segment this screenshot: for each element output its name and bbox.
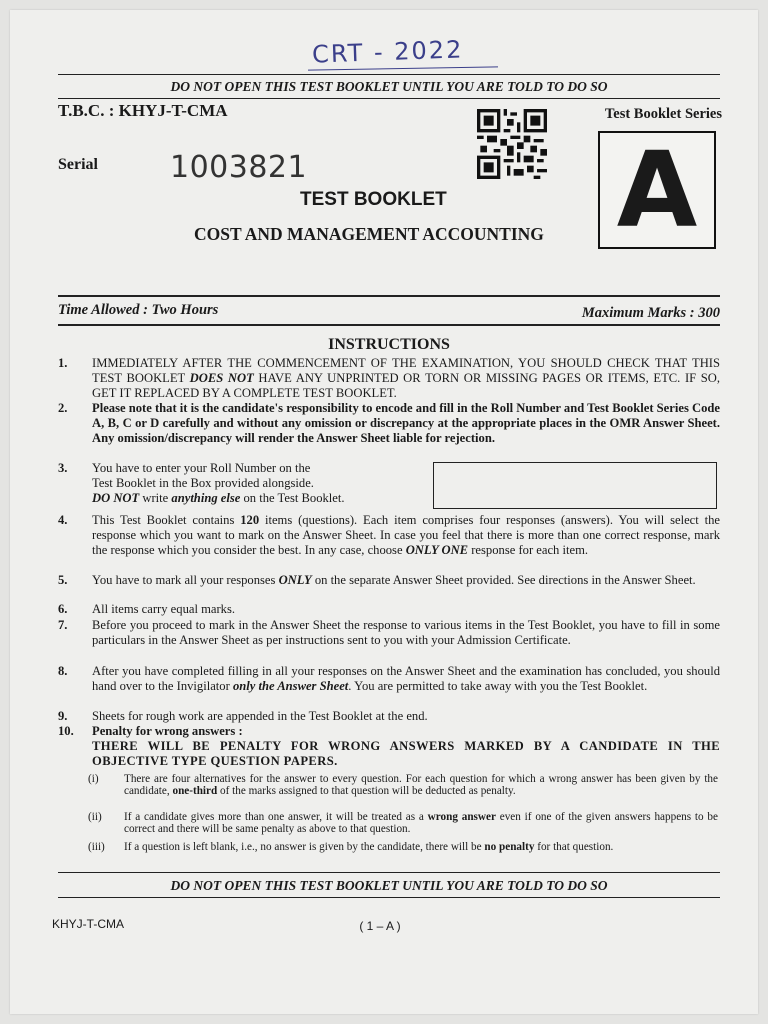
- maximum-marks: Maximum Marks : 300: [581, 305, 720, 321]
- handwritten-note: CRT - 2022: [311, 35, 464, 69]
- series-letter: A: [616, 129, 698, 251]
- instruction-item: [58, 618, 720, 648]
- serial-label: Serial: [58, 156, 98, 173]
- item-text: Sheets for rough work are appended in the Test Booklet at the end.: [92, 709, 428, 723]
- item-number: 2.: [58, 401, 68, 415]
- item-text: Penalty for wrong answers : THERE WILL BE PENALTY FOR WRONG ANSWERS MARKED BY A CANDIDATE IN THE OBJECTIVE TYPE QUESTION PAPERS.: [92, 724, 720, 768]
- instructions-heading: INSTRUCTIONS: [328, 336, 450, 353]
- top-banner: DO NOT OPEN THIS TEST BOOKLET UNTIL YOU ARE TOLD TO DO SO: [170, 79, 608, 94]
- bottom-rule: [58, 872, 720, 873]
- series-letter-box: [598, 131, 716, 249]
- time-allowed: Time Allowed : Two Hours: [58, 302, 219, 318]
- instruction-item: [58, 513, 720, 557]
- item-text: You have to mark all your responses ONLY on the separate Answer Sheet provided. See directions in the Answer Sheet.: [92, 573, 696, 587]
- penalty-item: (iii) If a question is left blank, i.e., no answer is given by the candidate, there will be no penalty for that question.: [88, 841, 614, 853]
- instruction-item: [58, 664, 720, 694]
- item-number: 9.: [58, 709, 68, 723]
- item-text: IMMEDIATELY AFTER THE COMMENCEMENT OF THE EXAMINATION, YOU SHOULD CHECK THAT THIS TEST BOOKLET DOES NOT HAVE ANY UNPRINTED OR TORN OR MISSING PAGES OR ITEMS, ETC. IF SO, GET IT REPLACED BY A COMPLETE TEST BOOKLET.: [92, 356, 721, 400]
- item-number: 6.: [58, 602, 68, 616]
- item-number: 10.: [58, 724, 74, 738]
- penalty-item: (i) There are four alternatives for the answer to every question. For each question for which a wrong answer has been given by the candidate, one-third of the marks assigned to that question will be deducted as penalty.: [88, 773, 718, 797]
- series-label: Test Booklet Series: [604, 106, 722, 122]
- bottom-banner-rule: [58, 897, 720, 898]
- item-number: 8.: [58, 664, 68, 678]
- item-text: After you have completed filling in all your responses on the Answer Sheet and the examination has concluded, you should hand over to the Invigilator only the Answer Sheet. You are permitted to take away with you the Test Booklet.: [92, 664, 720, 693]
- item-number: 5.: [58, 573, 68, 587]
- item-text: Before you proceed to mark in the Answer Sheet the response to various items in the Test Booklet, you have to fill in some particulars in the Answer Sheet as per instructions sent to you with your Admission Certificate.: [92, 618, 720, 647]
- page-number: ( 1 – A ): [359, 919, 401, 933]
- instruction-item: [58, 356, 720, 400]
- instruction-item: [58, 401, 720, 445]
- item-number: 3.: [58, 461, 68, 475]
- item-number: 4.: [58, 513, 68, 527]
- item-text: All items carry equal marks.: [92, 602, 236, 616]
- instruction-item: [58, 724, 720, 768]
- item-number: 7.: [58, 618, 68, 632]
- instruction-item: [58, 709, 720, 724]
- footer-code: KHYJ-T-CMA: [52, 917, 124, 931]
- item-text: Please note that it is the candidate's responsibility to encode and fill in the Roll Number and Test Booklet Series Code A, B, C or D carefully and without any omission or discrepancy at the appropriate places in the OMR Answer Sheet. Any omission/discrepancy will render the Answer Sheet liable for rejection.: [92, 401, 720, 445]
- item-text: This Test Booklet contains 120 items (questions). Each item comprises four responses (answers). You will select the response which you want to mark on the Answer Sheet. In case you feel that there is more than one correct response, mark the response which you consider the best. In any case, choose ONLY ONE response for each item.: [92, 513, 720, 557]
- instruction-item: [58, 602, 720, 617]
- top-rule: [58, 74, 720, 75]
- item-number: 1.: [58, 356, 68, 370]
- item-text: You have to enter your Roll Number on the Test Booklet in the Box provided alongside. DO NOT write anything else on the Test Booklet.: [92, 461, 345, 505]
- time-rule-bottom: [58, 324, 720, 326]
- instruction-item: [58, 573, 720, 588]
- tbc-code: T.B.C. : KHYJ-T-CMA: [58, 101, 228, 120]
- serial-number: 1003821: [170, 150, 308, 185]
- bottom-banner: DO NOT OPEN THIS TEST BOOKLET UNTIL YOU ARE TOLD TO DO SO: [170, 878, 608, 893]
- time-rule-top: [58, 295, 720, 297]
- booklet-title: TEST BOOKLET: [300, 189, 447, 210]
- roll-number-box[interactable]: [433, 462, 717, 509]
- penalty-item: (ii) If a candidate gives more than one answer, it will be treated as a wrong answer even if one of the given answers happens to be correct and there will be same penalty as above to that question.: [88, 811, 718, 835]
- qr-code-icon: [477, 108, 547, 180]
- subject-title: COST AND MANAGEMENT ACCOUNTING: [194, 224, 544, 244]
- top-banner-rule: [58, 98, 720, 99]
